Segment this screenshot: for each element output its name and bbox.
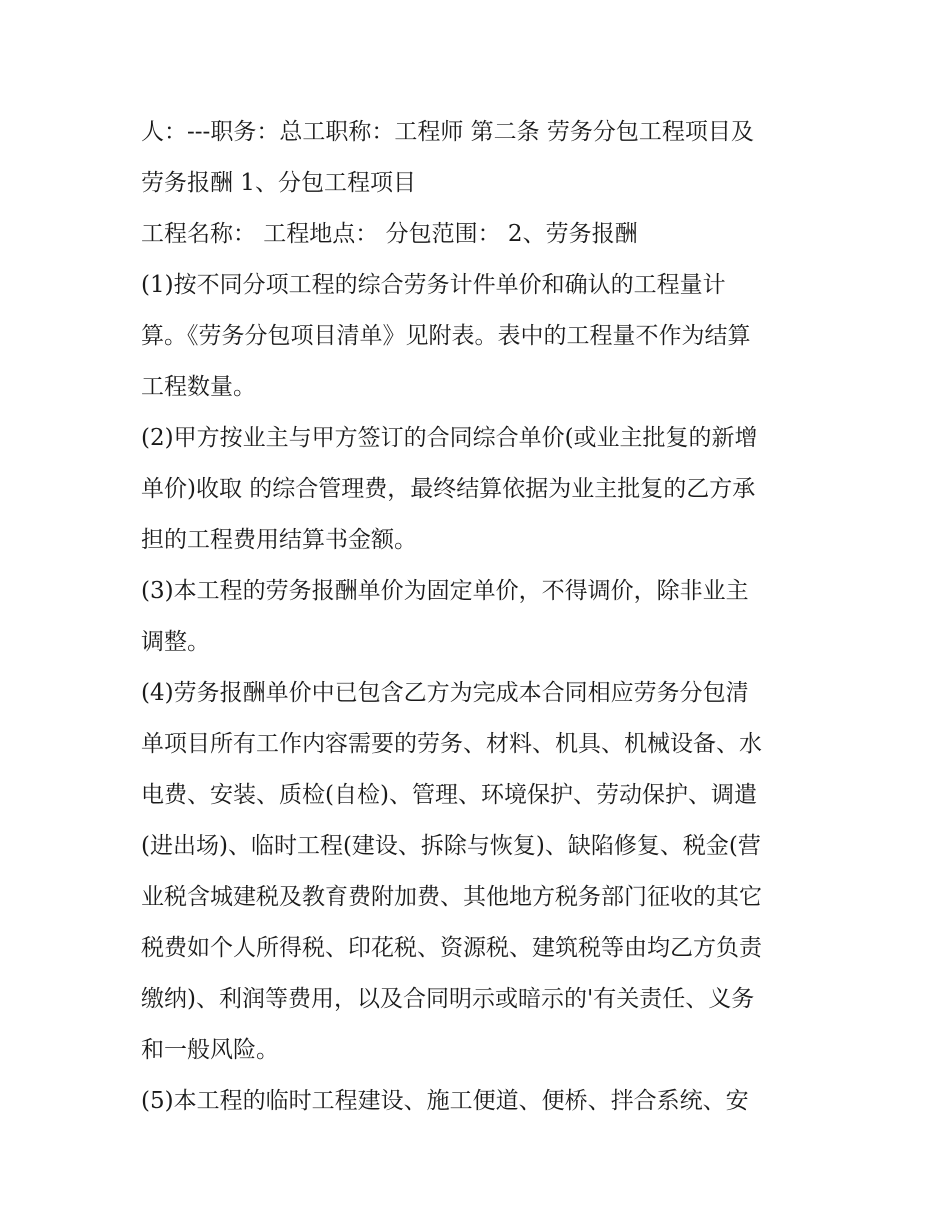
text-line: (1)按不同分项工程的综合劳务计件单价和确认的工程量计 xyxy=(141,272,726,298)
text-line: 税费如个人所得税、印花税、资源税、建筑税等由均乙方负责 xyxy=(141,935,762,961)
text-line: 调整。 xyxy=(141,629,210,655)
text-line: 担的工程费用结算书金额。 xyxy=(141,527,417,553)
text-line: 劳务报酬 1、分包工程项目 xyxy=(141,170,416,196)
text-line: (2)甲方按业主与甲方签订的合同综合单价(或业主批复的新增 xyxy=(141,425,758,451)
text-line: 和一般风险。 xyxy=(141,1037,279,1063)
document-body xyxy=(141,107,821,1127)
text-line: (4)劳务报酬单价中已包含乙方为完成本合同相应劳务分包清 xyxy=(141,680,749,706)
text-line: 电费、安装、质检(自检)、管理、环境保护、劳动保护、调遣 xyxy=(141,782,757,808)
text-line: 单价)收取 的综合管理费，最终结算依据为业主批复的乙方承 xyxy=(141,476,756,502)
text-line: 业税含城建税及教育费附加费、其他地方税务部门征收的其它 xyxy=(141,884,762,910)
text-line: 单项目所有工作内容需要的劳务、材料、机具、机械设备、水 xyxy=(141,731,762,757)
text-line: (3)本工程的劳务报酬单价为固定单价，不得调价，除非业主 xyxy=(141,578,749,604)
text-line: 算。《劳务分包项目清单》见附表。表中的工程量不作为结算 xyxy=(141,323,751,349)
text-line: (5)本工程的临时工程建设、施工便道、便桥、拌合系统、安 xyxy=(141,1088,749,1114)
text-line: 缴纳)、利润等费用，以及合同明示或暗示的'有关责任、义务 xyxy=(141,986,755,1012)
text-line: 工程名称： 工程地点： 分包范围： 2、劳务报酬 xyxy=(141,221,638,247)
text-line: (进出场)、临时工程(建设、拆除与恢复)、缺陷修复、税金(营 xyxy=(141,833,761,859)
text-line: 工程数量。 xyxy=(141,374,256,400)
text-line: 人：---职务：总工职称：工程师 第二条 劳务分包工程项目及 xyxy=(141,119,754,145)
